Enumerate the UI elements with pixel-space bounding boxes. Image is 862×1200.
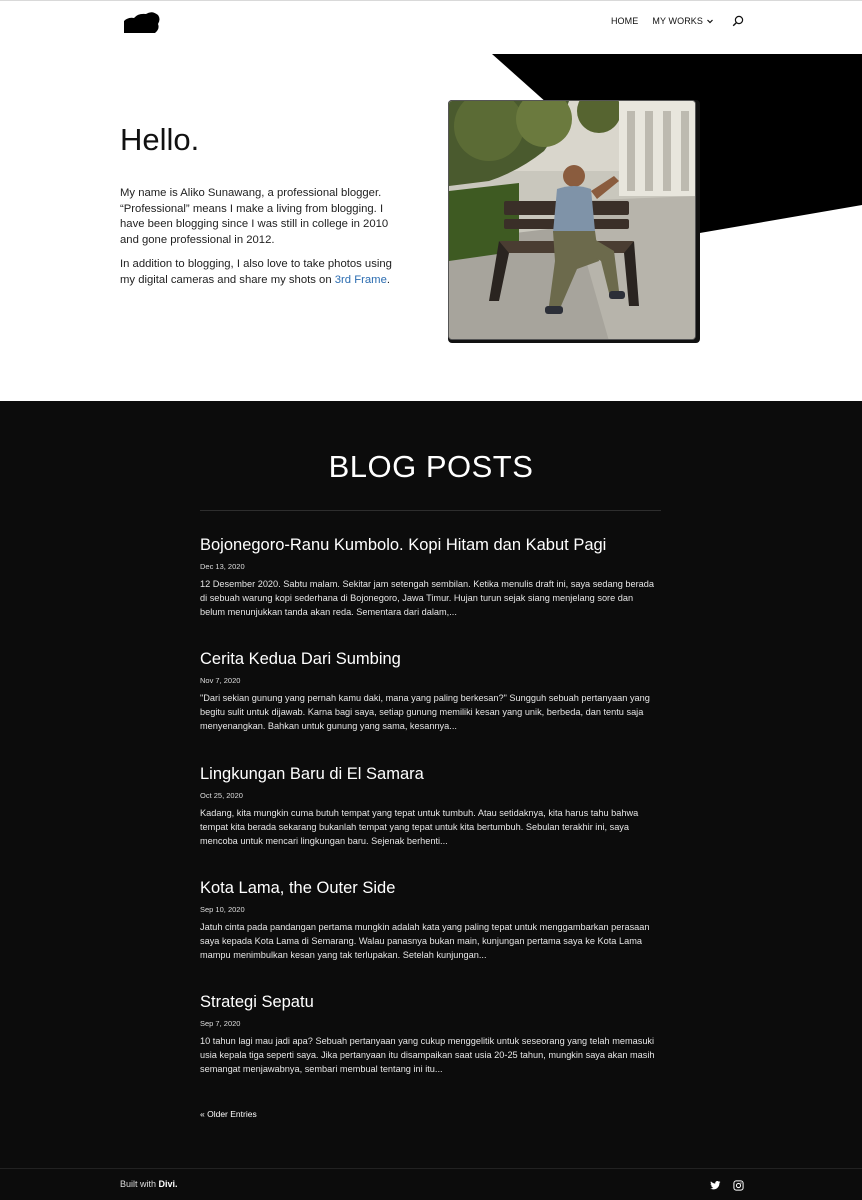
hero-paragraph-1: My name is Aliko Sunawang, a professional blogger. “Professional” means I make a living from blogging. I have been blogging since I was still in college in 2010 and gone professional in 2012. [120,187,389,246]
post-item [200,992,660,1106]
hero-section [0,54,862,401]
post-excerpt: "Dari sekian gunung yang pernah kamu daki, mana yang paling berkesan?" Sungguh sebuah pertanyaan yang begitu sulit untuk dijawab. Karna bagi saya, setiap gunung memiliki kesan yang unik, berbeda, dan tentu saja menyenangkan. Bahkan untuk gunung yang sama, kesannya... [200,693,650,732]
nav-home-label: HOME [610,16,639,26]
footer-credit-text: Built with [120,1179,159,1189]
post-list [200,535,660,1106]
post-date: Dec 13, 2020 [200,562,245,571]
post-excerpt: Jatuh cinta pada pandangan pertama mungkin adalah kata yang paling tepat untuk menggambarkan perasaan saya kepada Kota Lama di Semarang. Walau panasnya bukan main, kunjungan pertama saya ke Kota Lama mampu menimbulkan kesan yang tak terlupakan. Setelah kunjungan... [200,921,650,960]
post-title[interactable]: Cerita Kedua Dari Sumbing [200,650,401,669]
blog-divider [200,510,661,511]
hero-paragraph-2-text: In addition to blogging, I also love to take photos using my digital cameras and share my shots on [120,258,392,286]
instagram-icon[interactable] [733,1178,744,1189]
nav-home[interactable] [611,16,638,26]
post-date: Oct 25, 2020 [200,790,243,800]
post-item [200,764,660,878]
hero-heading: Hello. [120,122,200,157]
search-icon[interactable] [732,15,744,27]
footer-credit [120,1179,178,1189]
post-date: Sep 7, 2020 [200,1019,241,1029]
blog-title: BLOG POSTS [328,449,534,484]
chevron-down-icon [706,17,714,25]
twitter-icon[interactable] [710,1178,721,1189]
post-item [200,649,660,763]
main-nav [611,15,744,27]
nav-my-works-label: MY WORKS [652,16,703,26]
logo-icon[interactable] [122,7,162,35]
profile-photo-frame [448,100,700,343]
nav-my-works[interactable] [652,16,714,26]
post-item [200,535,660,649]
post-title[interactable]: Kota Lama, the Outer Side [200,878,396,897]
profile-photo [448,100,696,340]
post-title[interactable]: Strategi Sepatu [200,993,314,1012]
post-item [200,878,660,992]
older-entries-link[interactable]: « Older Entries [200,1109,257,1119]
hero-paragraph-2-end: . [386,273,390,286]
social-links [710,1178,744,1189]
site-footer [0,1168,862,1200]
site-header [0,0,862,54]
post-title[interactable]: Bojonegoro-Ranu Kumbolo. Kopi Hitam dan Kabut Pagi [200,536,607,554]
blog-section [0,401,862,1168]
hero-paragraph-2 [120,257,392,288]
post-excerpt: Kadang, kita mungkin cuma butuh tempat yang tepat untuk tumbuh. Atau setidaknya, kita harus tahu bahwa tempat kita berada sekarang bukanlah tempat yang tepat untuk kita bertumbuh. Sebulan terakhir ini, saya mencoba untuk mencari lingkungan baru. Sejenak berhenti... [200,807,639,846]
post-excerpt: 12 Desember 2020. Sabtu malam. Sekitar jam setengah sembilan. Ketika menulis draft ini, saya sedang berada di sebuah warung kopi sederhana di Bojonegoro, Jawa Timur. Hujan turun sejak siang menjelang sore dan belum menunjukkan tanda akan reda. Sementara dari dalam,... [200,579,655,617]
footer-brand[interactable]: Divi. [158,1179,178,1189]
post-excerpt: 10 tahun lagi mau jadi apa? Sebuah pertanyaan yang cukup menggelitik untuk seseorang yang telah memasuki usia kepala tiga seperti saya. Jika pertanyaan itu disampaikan saat usia 20-25 tahun, mungkin saya akan masih semangat menjawabnya, sembari membual tentang ini itu... [200,1036,655,1075]
hero-intro [120,186,392,297]
post-date: Nov 7, 2020 [200,676,241,686]
post-title[interactable]: Lingkungan Baru di El Samara [200,764,424,783]
post-date: Sep 10, 2020 [200,904,245,914]
third-frame-link[interactable]: 3rd Frame [334,273,387,286]
